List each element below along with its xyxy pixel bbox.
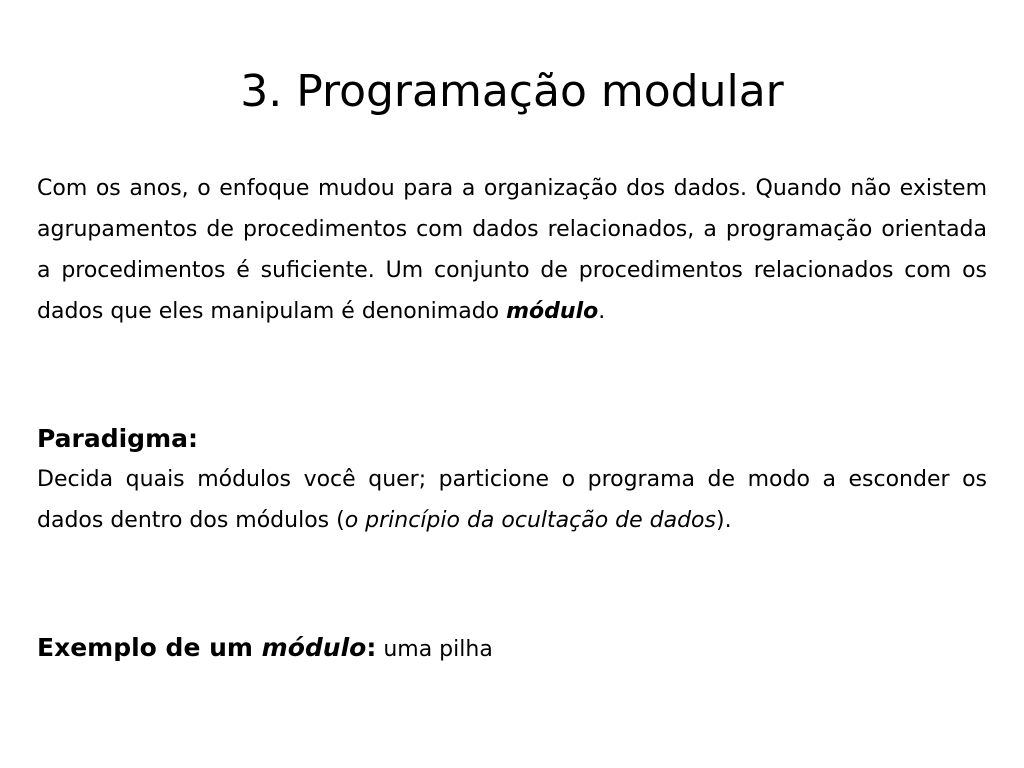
intro-end: .	[598, 299, 606, 324]
slide-title: 3. Programação modular	[240, 66, 784, 117]
paradigm-section	[37, 418, 987, 541]
example-section	[37, 627, 987, 670]
paradigm-emphasis: o princípio da ocultação de dados	[344, 508, 716, 533]
modulo-emphasis: módulo	[506, 299, 599, 324]
example-heading-colon: :	[366, 633, 377, 662]
example-text: uma pilha	[376, 637, 493, 662]
paradigm-heading: Paradigma:	[37, 424, 198, 453]
example-heading-prefix: Exemplo de um	[37, 633, 262, 662]
intro-text: Com os anos, o enfoque mudou para a organização dos dados. Quando não existem agrupamentos de procedimentos com dados relacionados, a programação orientada a procedimentos é suficiente. Um conjunto de procedimentos relacionados com os dados que eles manipulam é denonimado	[37, 176, 987, 324]
paradigm-text: Decida quais módulos você quer; particione o programa de modo a esconder os dados dentro dos módulos (	[37, 467, 987, 533]
paradigm-end: ).	[715, 508, 732, 533]
example-heading-emphasis: módulo	[261, 633, 367, 662]
intro-paragraph	[37, 168, 987, 332]
